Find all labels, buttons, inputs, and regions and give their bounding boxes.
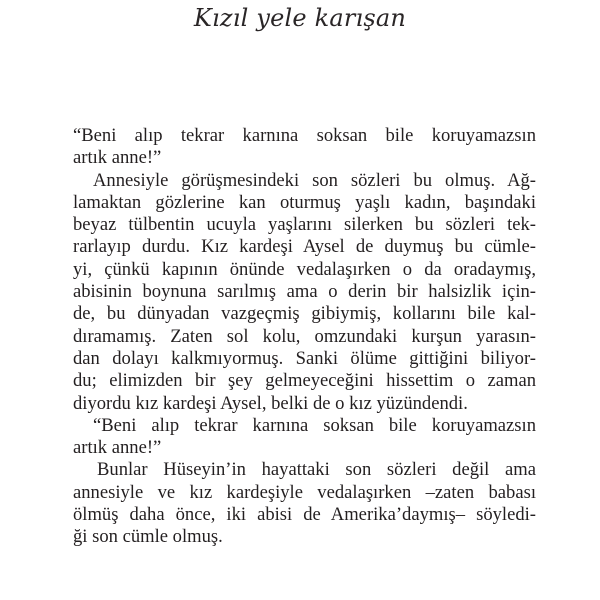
text-line: abisinin boynuna sarılmış ama o derin bir halsizlik için- xyxy=(73,281,536,303)
text-line: Annesiyle görüşmesindeki son sözleri bu olmuş. Ağ- xyxy=(93,169,536,191)
text-line: artık anne!” xyxy=(73,437,162,459)
chapter-title: Kızıl yele karışan xyxy=(193,4,407,32)
text-line: artık anne!” xyxy=(73,147,162,169)
text-line: “Beni alıp tekrar karnına soksan bile koruyamazsın xyxy=(93,414,536,436)
text-line: “Beni alıp tekrar karnına soksan bile koruyamazsın xyxy=(73,125,536,146)
text-line: annesiyle ve kız kardeşiyle vedalaşırken –zaten babası xyxy=(73,481,536,503)
text-line: de, bu dünyadan vazgeçmiş gibiymiş, kollarını bile kal- xyxy=(73,303,536,325)
text-line: rarlayıp durdu. Kız kardeşi Aysel de duymuş bu cümle- xyxy=(73,236,536,258)
text-line: Bunlar Hüseyin’in hayattaki son sözleri değil ama xyxy=(97,459,536,481)
text-line: yi, çünkü kapının önünde vedalaşırken o da oradaymış, xyxy=(73,258,536,280)
text-line: dıramamış. Zaten sol kolu, omzundaki kurşun yarasın- xyxy=(73,325,536,347)
text-line: beyaz tülbentin ucuyla yaşlarını silerken bu sözleri tek- xyxy=(73,214,536,236)
text-line: diyordu kız kardeşi Aysel, belki de o kız yüzündendi. xyxy=(73,392,468,414)
text-line: ği son cümle olmuş. xyxy=(73,526,223,548)
text-line: ölmüş daha önce, iki abisi de Amerika’daymış– söyledi- xyxy=(73,504,536,526)
text-line: lamaktan gözlerine kan oturmuş yaşlı kadın, başındaki xyxy=(73,191,536,213)
body-text xyxy=(73,125,536,549)
text-line: du; elimizden bir şey gelmeyeceğini hissettim o zaman xyxy=(73,370,536,392)
text-line: dan dolayı kalkmıyormuş. Sanki ölüme gittiğini biliyor- xyxy=(73,347,536,369)
